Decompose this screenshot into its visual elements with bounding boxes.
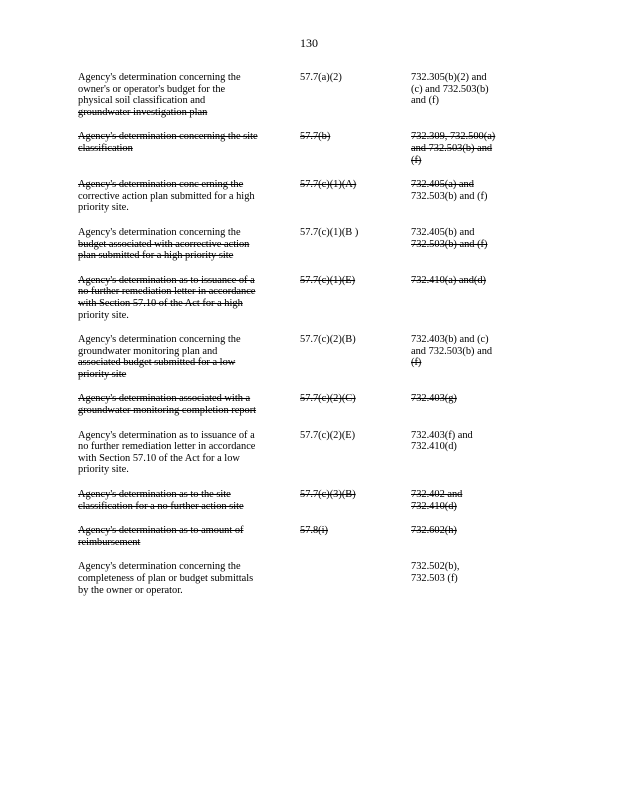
determination-description — [78, 179, 283, 214]
rule-section-line: (c) and 732.503(b) — [411, 83, 489, 95]
rule-section — [411, 227, 503, 250]
determination-description — [78, 430, 283, 476]
determination-description-line: Agency's determination concerning the — [78, 226, 241, 238]
rule-section — [411, 72, 503, 107]
determination-description — [78, 334, 283, 380]
rule-section-line: 732.403(g) — [411, 393, 457, 405]
determination-description-line: Agency's determination concerning the — [78, 334, 241, 346]
table-row — [78, 72, 508, 118]
table-row — [78, 131, 508, 166]
determination-description — [78, 72, 283, 118]
determination-description-line: budget associated with acorrective action — [78, 238, 250, 250]
determination-description-line: no further remediation letter in accordance — [78, 441, 256, 453]
rule-section-line: (f) — [411, 357, 422, 369]
determination-description-line: Agency's determination concerning the — [78, 72, 241, 83]
rule-section-line: 732.403(f) and — [411, 429, 473, 441]
determination-description-line: Agency's determination concerning the — [78, 561, 241, 573]
rule-section — [411, 430, 503, 453]
determination-description-line: reimbursement — [78, 536, 141, 548]
rule-section-line: and (f) — [411, 95, 439, 107]
rule-section-line: 732.402 and — [411, 489, 463, 501]
determination-description-line: Agency's determination associated with a — [78, 393, 251, 405]
determination-description-line: plan submitted for a high priority site — [78, 250, 234, 262]
determination-description-line: Agency's determination as to the site — [78, 489, 231, 501]
act-section — [300, 227, 411, 239]
determination-description-line: priority site. — [78, 464, 129, 476]
rule-section — [411, 561, 503, 584]
rule-section — [411, 179, 503, 202]
act-section-line: 57.7(b) — [300, 131, 331, 143]
determination-description — [78, 489, 283, 512]
act-section — [300, 275, 411, 287]
determination-description-line: Agency's determination conc erning the — [78, 179, 244, 191]
rule-section-line: 732.502(b), — [411, 561, 460, 573]
determination-description-line: Agency's determination as to amount of — [78, 525, 244, 537]
determination-description-line: by the owner or operator. — [78, 584, 183, 596]
determination-description — [78, 561, 283, 596]
determination-description-line: Agency's determination as to issuance of a — [78, 274, 255, 286]
table-row — [78, 334, 508, 380]
determination-description-line: classification — [78, 142, 133, 154]
rule-section-line: 732.503(b) and (f) — [411, 238, 488, 250]
rule-section-line: and 732.503(b) and — [411, 142, 493, 154]
determination-description-line: classification for a no further action site — [78, 500, 244, 512]
act-section — [300, 489, 411, 501]
determination-description — [78, 131, 283, 154]
rule-section — [411, 489, 503, 512]
act-section — [300, 430, 411, 442]
determination-description-line: priority site — [78, 368, 127, 380]
act-section-line: 57.7(c)(2)(B) — [300, 334, 356, 346]
table-row — [78, 179, 508, 214]
act-section-line: 57.7(c)(2)(E) — [300, 429, 356, 441]
determination-description-line: corrective action plan submitted for a high — [78, 190, 255, 202]
act-section-line: 57.7(c)(3)(B) — [300, 489, 356, 501]
act-section — [300, 525, 411, 537]
rule-section-line: 732.410(a) and(d) — [411, 274, 487, 286]
rule-section-line: 732.405(a) and — [411, 179, 474, 191]
act-section-line: 57.7(c)(2)(C) — [300, 393, 356, 405]
rule-section-line: 732.503(b) and (f) — [411, 190, 488, 202]
table-row — [78, 275, 508, 321]
rule-section-line: 732.410(d) — [411, 441, 457, 453]
act-section-line: 57.7(a)(2) — [300, 72, 342, 83]
table-row — [78, 489, 508, 512]
determination-description — [78, 275, 283, 321]
rule-section-line: 732.405(b) and — [411, 226, 475, 238]
table-row — [78, 227, 508, 262]
act-section — [300, 179, 411, 191]
rule-section-line: (f) — [411, 154, 422, 166]
table-row — [78, 430, 508, 476]
determination-description-line: physical soil classification and — [78, 95, 206, 107]
rule-section-line: 732.309, 732.500(a) — [411, 131, 496, 143]
act-section-line: 57.8(i) — [300, 525, 328, 537]
table-row — [78, 393, 508, 416]
determination-description — [78, 227, 283, 262]
determination-description — [78, 393, 283, 416]
determination-description-line: no further remediation letter in accordance — [78, 286, 256, 298]
rule-section — [411, 334, 503, 369]
determination-description-line: completeness of plan or budget submittals — [78, 573, 254, 584]
determination-description — [78, 525, 283, 548]
determination-description-line: priority site. — [78, 202, 129, 214]
rule-section — [411, 393, 503, 405]
rule-section-line: 732.602(h) — [411, 525, 457, 537]
determination-description-line: with Section 57.10 of the Act for a low — [78, 452, 240, 464]
determination-description-line: Agency's determination concerning the site — [78, 131, 258, 143]
rule-section-line: 732.410(d) — [411, 500, 457, 512]
determination-description-line: Agency's determination as to issuance of a — [78, 429, 255, 441]
table-row — [78, 561, 508, 596]
determination-description-line: groundwater monitoring plan and — [78, 345, 218, 357]
act-section — [300, 393, 411, 405]
rule-section-line: 732.403(b) and (c) — [411, 334, 489, 346]
page-number: 130 — [300, 36, 318, 50]
act-section-line: 57.7(c)(1)(A) — [300, 179, 357, 191]
act-section-line: 57.7(c)(1)(B ) — [300, 226, 359, 238]
rule-section — [411, 525, 503, 537]
determination-description-line: with Section 57.10 of the Act for a high — [78, 297, 243, 309]
act-section — [300, 72, 411, 84]
rule-section-line: 732.305(b)(2) and — [411, 72, 487, 83]
determination-description-line: owner's or operator's budget for the — [78, 83, 226, 95]
act-section-line: 57.7(c)(1)(E) — [300, 274, 356, 286]
determination-description-line: groundwater monitoring completion report — [78, 405, 257, 417]
determination-description-line: associated budget submitted for a low — [78, 357, 236, 369]
rule-section — [411, 131, 503, 166]
determination-table — [78, 72, 508, 609]
rule-section-line: 732.503 (f) — [411, 573, 458, 584]
rule-section — [411, 275, 503, 287]
table-row — [78, 525, 508, 548]
rule-section-line: and 732.503(b) and — [411, 345, 493, 357]
act-section — [300, 131, 411, 143]
act-section — [300, 334, 411, 346]
determination-description-line: groundwater investigation plan — [78, 106, 208, 118]
determination-description-line: priority site. — [78, 309, 129, 321]
